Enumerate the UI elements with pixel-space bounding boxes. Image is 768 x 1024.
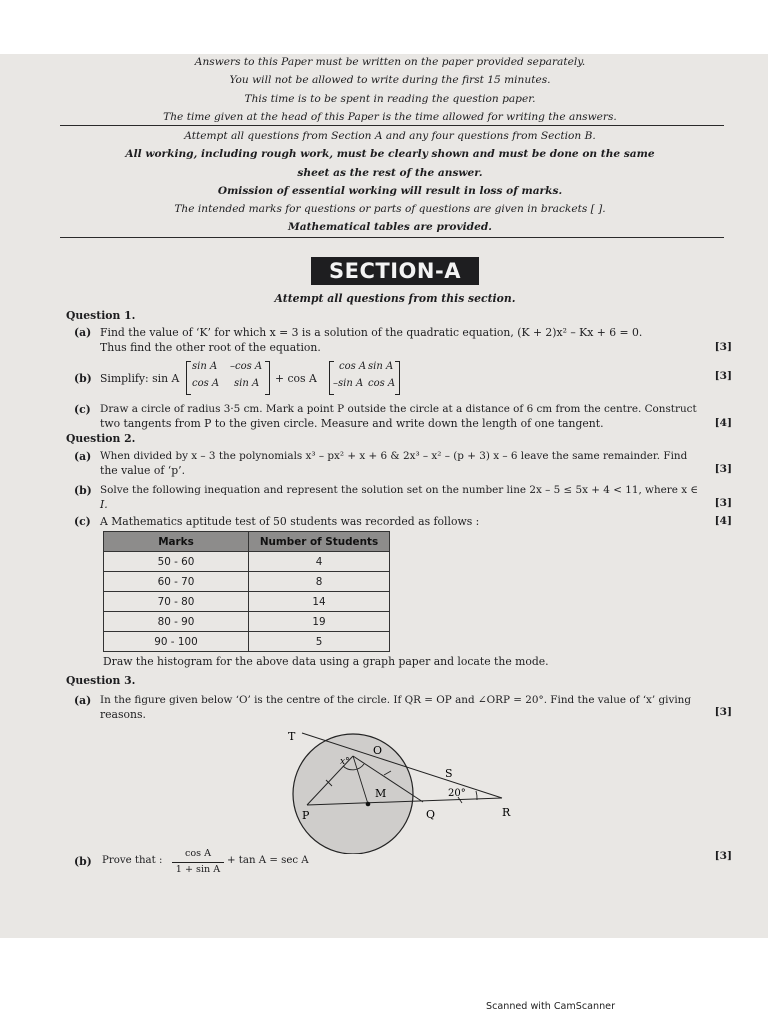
table-cell: 60 - 70	[104, 572, 249, 592]
table-cell: 80 - 90	[104, 612, 249, 632]
q2b-text: I.	[100, 498, 108, 511]
q1b-prefix: Simplify: sin A	[100, 372, 180, 385]
table-cell: 50 - 60	[104, 552, 249, 572]
table-row	[104, 612, 390, 632]
circle	[293, 734, 413, 854]
q3a-label: (a)	[74, 694, 92, 707]
matrix-cell: cos A	[192, 378, 220, 389]
matrix-cell: sin A	[368, 361, 394, 372]
q1a-marks: [3]	[714, 341, 732, 353]
instruction-line: sheet as the rest of the answer.	[297, 167, 483, 179]
section-subtitle: Attempt all questions from this section.	[274, 292, 516, 305]
table-row	[104, 572, 390, 592]
q2b-text: Solve the following inequation and represent the solution set on the number line 2x – 5 ≤ 5x + 4 < 11, where x ∈	[100, 484, 699, 496]
table-header: Marks	[104, 532, 249, 552]
table-cell: 5	[249, 632, 390, 652]
instruction-line: Attempt all questions from Section A and any four questions from Section B.	[184, 130, 596, 142]
matrix-cell: cos A	[368, 378, 396, 389]
q2c-text: A Mathematics aptitude test of 50 students was recorded as follows :	[100, 515, 480, 528]
point-M	[366, 802, 371, 807]
matrix-bracket-right	[395, 361, 400, 395]
q1b-label: (b)	[74, 372, 92, 385]
label-Q: Q	[426, 808, 436, 821]
label-T: T	[288, 730, 296, 743]
marks-table	[103, 531, 390, 652]
table-cell: 4	[249, 552, 390, 572]
instruction-line: Omission of essential working will result in loss of marks.	[217, 185, 563, 197]
q3b-label: (b)	[74, 855, 92, 868]
instruction-line: Answers to this Paper must be written on the paper provided separately.	[194, 56, 586, 68]
q1b-marks: [3]	[714, 370, 732, 382]
q2a-text: When divided by x – 3 the polynomials x³ – px² + x + 6 & 2x³ – x² – (p + 3) x – 6 leave the same remainder. Find	[100, 450, 688, 462]
table-cell: 8	[249, 572, 390, 592]
q1a-text: Thus find the other root of the equation.	[100, 341, 321, 354]
label-20-deg: 20°	[448, 788, 466, 799]
label-x: x°	[340, 757, 350, 767]
matrix-cell: –cos A	[230, 361, 263, 372]
q2c-instruction: Draw the histogram for the above data using a graph paper and locate the mode.	[103, 655, 549, 668]
divider	[60, 125, 724, 126]
question-3-heading: Question 3.	[66, 674, 136, 687]
instruction-line: All working, including rough work, must be clearly shown and must be done on the same	[125, 148, 655, 160]
q1a-text: Find the value of ‘K’ for which x = 3 is a solution of the quadratic equation, (K + 2)x² – Kx + 6 = 0.	[100, 326, 643, 339]
matrix-cell: sin A	[192, 361, 218, 372]
label-S: S	[445, 767, 453, 780]
q1c-text: Draw a circle of radius 3·5 cm. Mark a point P outside the circle at a distance of 6 cm from the centre. Construct	[100, 403, 697, 415]
matrix-bracket-left	[186, 361, 191, 395]
divider	[60, 237, 724, 238]
fraction-numerator: cos A	[184, 848, 212, 859]
matrix-bracket-right	[265, 361, 270, 395]
section-title: SECTION-A	[311, 257, 479, 285]
table-row	[104, 552, 390, 572]
table-cell: 90 - 100	[104, 632, 249, 652]
table-row	[104, 592, 390, 612]
fraction-bar	[172, 862, 224, 863]
table-cell: 14	[249, 592, 390, 612]
q3a-text: In the figure given below ‘O’ is the centre of the circle. If QR = OP and ∠ORP = 20°. Find the value of ‘x’ giving	[100, 694, 692, 706]
instruction-line: Mathematical tables are provided.	[288, 221, 492, 233]
scanner-footer: Scanned with CamScanner	[486, 1001, 616, 1012]
q2a-label: (a)	[74, 450, 92, 463]
matrix-cell: –sin A	[333, 378, 364, 389]
q2a-text: the value of ‘p’.	[100, 464, 186, 477]
q2a-marks: [3]	[714, 463, 732, 475]
table-row	[104, 632, 390, 652]
circle-geometry-figure	[280, 724, 520, 854]
q1c-text: two tangents from P to the given circle. Measure and write down the length of one tangent.	[100, 417, 604, 430]
q2b-marks: [3]	[714, 497, 732, 509]
label-M: M	[375, 787, 387, 800]
instruction-line: You will not be allowed to write during the first 15 minutes.	[229, 74, 551, 86]
q3a-text: reasons.	[100, 708, 146, 721]
table-cell: 19	[249, 612, 390, 632]
q1c-label: (c)	[74, 403, 91, 416]
exam-paper	[0, 54, 768, 938]
q2c-marks: [4]	[714, 515, 732, 527]
q1c-marks: [4]	[714, 417, 732, 429]
label-R: R	[502, 806, 511, 819]
table-header: Number of Students	[249, 532, 390, 552]
q3a-marks: [3]	[714, 706, 732, 718]
instruction-line: This time is to be spent in reading the question paper.	[244, 93, 536, 105]
label-P: P	[302, 809, 310, 822]
q3b-prefix: Prove that :	[102, 855, 163, 866]
fraction-denominator: 1 + sin A	[175, 864, 221, 875]
table-cell: 70 - 80	[104, 592, 249, 612]
q3b-marks: [3]	[714, 850, 732, 862]
q1a-label: (a)	[74, 326, 92, 339]
instruction-line: The intended marks for questions or parts of questions are given in brackets [ ].	[174, 203, 606, 215]
q1b-plus: + cos A	[275, 372, 317, 385]
question-1-heading: Question 1.	[66, 309, 136, 322]
q2b-label: (b)	[74, 484, 92, 497]
label-O: O	[373, 744, 383, 757]
q3b-rest: + tan A = sec A	[227, 855, 309, 866]
matrix-cell: sin A	[234, 378, 260, 389]
question-2-heading: Question 2.	[66, 432, 136, 445]
q2c-label: (c)	[74, 515, 91, 528]
instruction-line: The time given at the head of this Paper is the time allowed for writing the answers.	[163, 111, 617, 123]
matrix-cell: cos A	[339, 361, 367, 372]
